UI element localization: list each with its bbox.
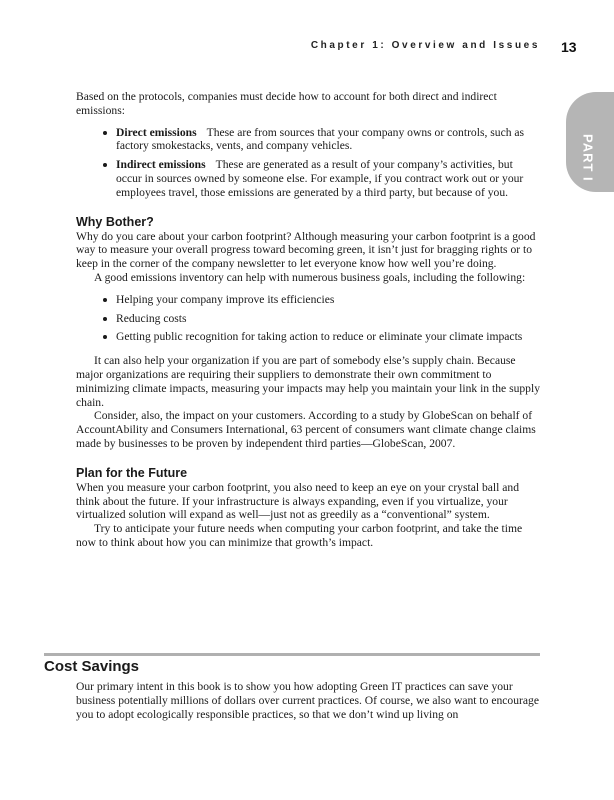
- page-number: 13: [561, 39, 577, 55]
- paragraph: When you measure your carbon footprint, you also need to keep an eye on your crystal ball and think about the future. If your infrastructure is always expanding, even if you virtualize, your virtualized solution will expand as well—just not as greedily as a “conventional” system.: [76, 480, 519, 522]
- goals-list: [76, 293, 540, 344]
- paragraph: Try to anticipate your future needs when computing your carbon footprint, and take the time now to think about how you can minimize that growth’s impact.: [76, 522, 523, 549]
- paragraph: Why do you care about your carbon footprint? Although measuring your carbon footprint is a good way to measure your overall progress toward becoming green, it isn’t just for bragging rights or to keep in the corner of the company newsletter to let everyone know how well you’re doing.: [76, 229, 536, 271]
- paragraph: It can also help your organization if you are part of somebody else’s supply chain. Because major organizations are requiring their suppliers to demonstrate their own commitment to minimizing climate impacts, measuring your impacts may help you maintain your link in the supply chain.: [76, 354, 540, 409]
- list-item: Helping your company improve its efficiencies: [116, 293, 540, 307]
- paragraph: A good emissions inventory can help with numerous business goals, including the following:: [94, 270, 526, 284]
- list-item: Reducing costs: [116, 312, 540, 326]
- heading-cost-savings: Cost Savings: [44, 658, 140, 675]
- term: Direct emissions: [116, 125, 197, 139]
- term: Indirect emissions: [116, 158, 206, 172]
- list-item: [116, 126, 540, 154]
- intro-paragraph: Based on the protocols, companies must decide how to account for both direct and indirect emissions:: [76, 90, 497, 117]
- list-item: Getting public recognition for taking action to reduce or eliminate your climate impacts: [116, 330, 540, 344]
- page-content: [76, 90, 540, 550]
- paragraph: Our primary intent in this book is to show you how adopting Green IT practices can save your business potentially millions of dollars over current practices. Of course, we also want to encourage you to adopt ecologically responsible practices, so that we don’t wind up living on: [76, 680, 539, 721]
- cost-savings-body: [76, 680, 540, 721]
- emissions-list: [76, 126, 540, 200]
- part-tab: [566, 92, 614, 192]
- running-head: Chapter 1: Overview and Issues: [310, 40, 540, 51]
- term-definition: These are from sources that your company owns or controls, such as factory smokestacks, vents, and company vehicles.: [116, 125, 525, 153]
- section-divider: [44, 653, 540, 656]
- paragraph: Consider, also, the impact on your customers. According to a study by GlobeScan on behalf of AccountAbility and Consumers International, 63 percent of consumers want climate change claims made by businesses to be proven by independent third parties—GlobeScan, 2007.: [76, 409, 536, 450]
- part-tab-label: PART I: [580, 134, 596, 182]
- heading-plan-for-future: Plan for the Future: [76, 465, 188, 480]
- heading-why-bother: Why Bother?: [76, 214, 154, 229]
- term-definition: These are generated as a result of your company’s activities, but occur in sources owned by someone else. For example, if you contract work out or your employees travel, those emissions are generated by a third party, but because of you.: [116, 158, 524, 199]
- list-item: [116, 158, 540, 199]
